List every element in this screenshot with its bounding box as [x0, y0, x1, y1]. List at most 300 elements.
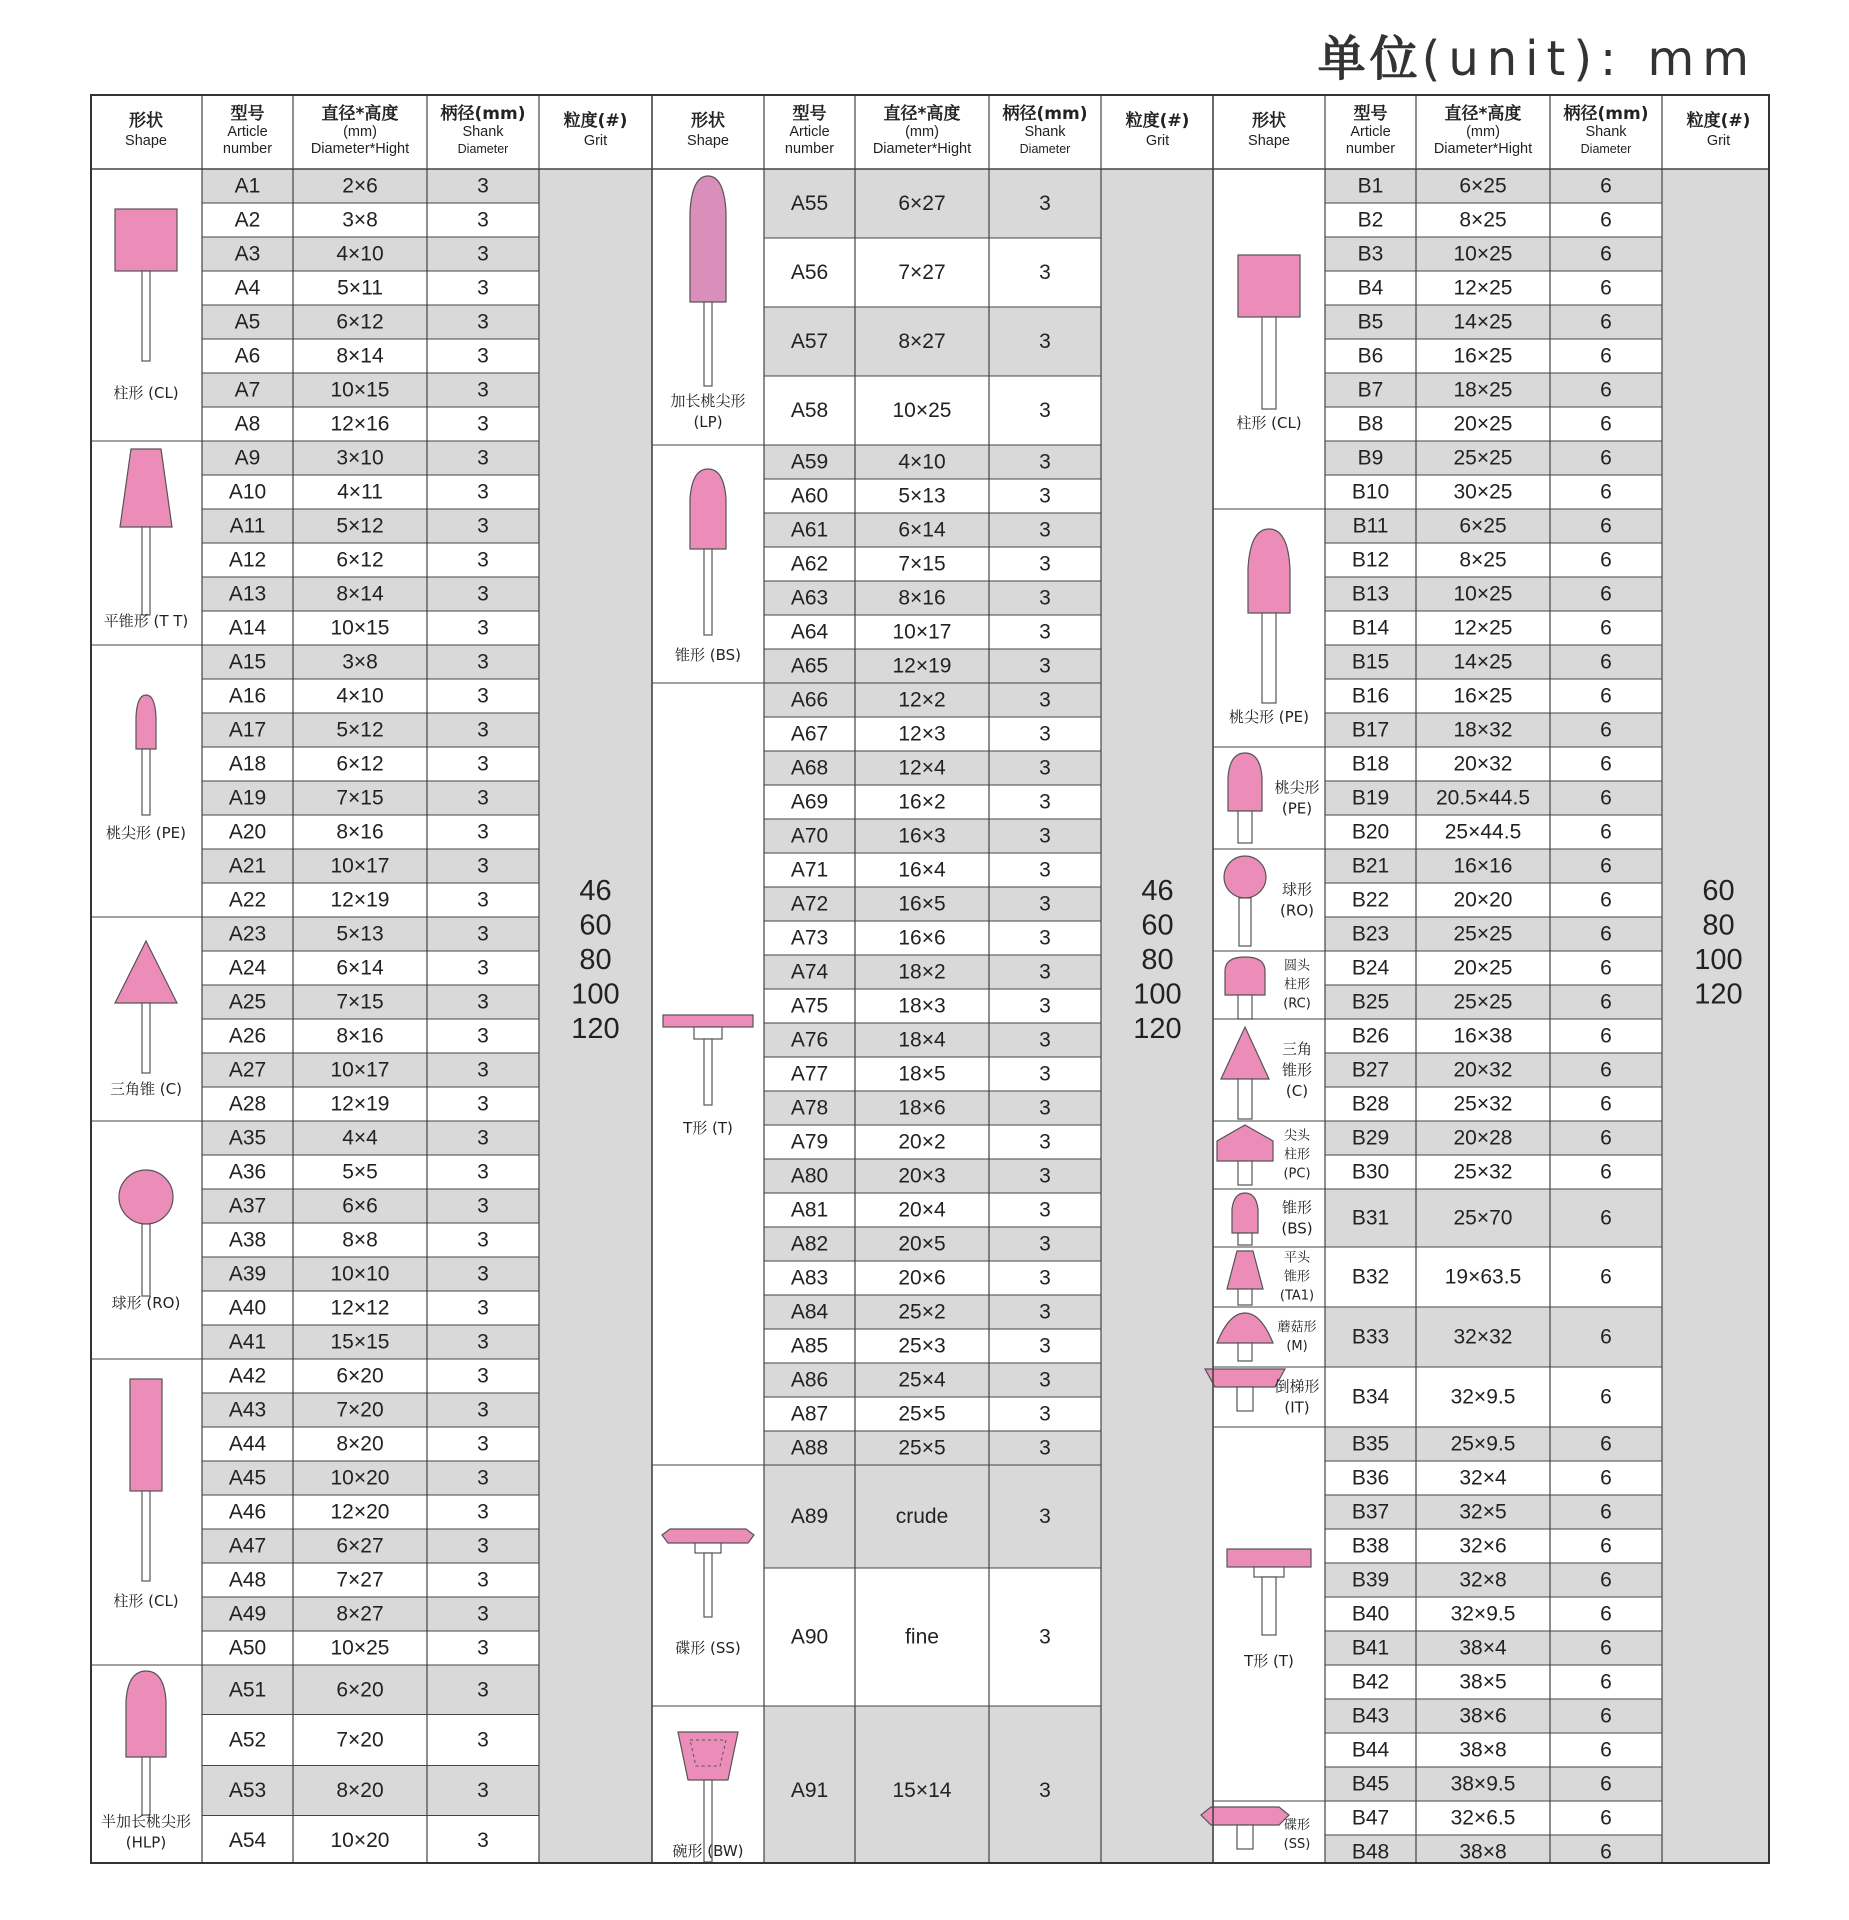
article-number: A28 [228, 1092, 267, 1116]
shape-label [1282, 1040, 1312, 1100]
diameter-height: 10×25 [892, 399, 952, 422]
shape-cell [1217, 1313, 1317, 1361]
article-number: A1 [234, 174, 261, 198]
article-number: B6 [1357, 344, 1384, 368]
shape-label [1283, 958, 1311, 1012]
article-number: A56 [790, 261, 829, 284]
shank-diameter: 6 [1600, 1024, 1612, 1048]
shape-peach-large-icon [1248, 529, 1290, 703]
table-row [202, 1325, 539, 1359]
diameter-height: 25×32 [1453, 1160, 1513, 1184]
diameter-height: crude [895, 1505, 949, 1528]
panel-3 [1201, 94, 1770, 1864]
table-row [202, 1053, 539, 1087]
article-number: A37 [228, 1194, 267, 1218]
shank-diameter: 3 [1039, 1300, 1051, 1324]
article-number: A51 [228, 1678, 267, 1702]
diameter-height: 8×20 [336, 1432, 384, 1456]
shape-cell [663, 1015, 753, 1137]
article-number: B3 [1357, 242, 1384, 266]
shape-cell [1227, 1250, 1314, 1306]
diameter-height: 12×20 [330, 1500, 390, 1524]
article-number: A76 [790, 1028, 829, 1052]
shank-diameter: 6 [1600, 1636, 1612, 1660]
diameter-height: 10×15 [330, 378, 390, 402]
diameter-height: 12×4 [898, 756, 946, 780]
article-number: A59 [790, 450, 829, 474]
table-row [1352, 1671, 1612, 1694]
shape-ball-icon [119, 1170, 173, 1296]
shank-diameter: 6 [1600, 820, 1612, 844]
table-row [764, 1227, 1101, 1261]
shape-label [1229, 708, 1309, 726]
shank-diameter: 3 [1039, 1028, 1051, 1052]
header-cn-2: 型号 [792, 104, 827, 124]
table-row [1325, 1495, 1662, 1529]
article-number: A81 [790, 1198, 829, 1222]
shape-cell [1225, 957, 1311, 1019]
shape-cell [1217, 1125, 1311, 1185]
diameter-height: 6×20 [336, 1364, 384, 1388]
shape-label-line: (IT) [1284, 1398, 1310, 1417]
shank-diameter: 6 [1600, 514, 1612, 538]
article-number: B29 [1351, 1126, 1390, 1150]
table-row [229, 1297, 489, 1320]
shank-diameter: 6 [1600, 1058, 1612, 1082]
header-en-1-1: Shape [1248, 133, 1290, 149]
diameter-height: 20×5 [898, 1232, 946, 1256]
article-number: A41 [228, 1330, 267, 1354]
article-number: A17 [228, 718, 267, 742]
shank-diameter: 3 [477, 1024, 489, 1048]
shape-label [1236, 414, 1301, 432]
diameter-height: 4×4 [342, 1126, 378, 1150]
diameter-height: 10×15 [330, 616, 390, 640]
shank-diameter: 3 [477, 786, 489, 810]
shank-diameter: 6 [1600, 990, 1612, 1014]
shape-cell [104, 449, 189, 630]
article-number: A53 [228, 1779, 267, 1802]
table-row [1325, 713, 1662, 747]
diameter-height: 38×4 [1459, 1636, 1507, 1660]
shape-label-line: (BS) [1281, 1219, 1313, 1238]
diameter-height: 5×12 [336, 718, 384, 742]
shank-diameter: 6 [1600, 1385, 1612, 1409]
table-row [202, 713, 539, 747]
table-row [1325, 373, 1662, 407]
shape-label-line: (SS) [1283, 1837, 1311, 1852]
shape-saucer-icon [662, 1529, 754, 1617]
table-row [202, 373, 539, 407]
header-en-4-2: Diameter [1019, 142, 1071, 156]
shape-cell [110, 941, 182, 1098]
header-cn-4: 柄径(mm) [440, 104, 526, 124]
unit-label-main: 单位 [1317, 31, 1422, 87]
spec-table [90, 94, 1770, 1864]
article-number: B28 [1351, 1092, 1390, 1116]
shape-cylinder-tall-icon [115, 209, 177, 361]
article-number: A72 [790, 892, 829, 916]
table-row [235, 277, 489, 300]
article-number: A77 [790, 1062, 829, 1086]
shape-s-flattaper-icon [1227, 1251, 1263, 1305]
table-row [202, 985, 539, 1019]
header-en-5-1: Grit [1706, 133, 1731, 149]
shape-label-line: (TA1) [1279, 1288, 1315, 1304]
diameter-height: 4×10 [336, 242, 384, 266]
grit-value: 80 [1141, 944, 1174, 976]
article-number: A69 [790, 790, 829, 814]
article-number: A11 [229, 514, 266, 538]
diameter-height: fine [905, 1625, 939, 1649]
shank-diameter: 3 [1039, 756, 1051, 780]
shape-label-line: (HLP) [125, 1833, 167, 1852]
diameter-height: 7×15 [336, 786, 384, 810]
table-row [229, 821, 489, 844]
article-number: A18 [228, 752, 267, 776]
table-row [1352, 957, 1612, 980]
shank-diameter: 3 [477, 1829, 489, 1852]
article-number: A89 [790, 1505, 829, 1528]
shape-s-invtrap-icon [1205, 1369, 1285, 1411]
shape-label-line: 碟形 (SS) [675, 1639, 741, 1657]
shape-cone-icon [115, 941, 177, 1073]
shape-label-line: (PC) [1283, 1166, 1311, 1182]
shape-cell [113, 1379, 178, 1610]
unit-label-rest: (unit): mm [1421, 31, 1757, 87]
diameter-height: 20×6 [898, 1266, 946, 1290]
shape-label-line: 锥形 [1281, 1061, 1313, 1079]
article-number: B35 [1351, 1432, 1390, 1456]
table-row [202, 1461, 539, 1495]
article-number: B38 [1351, 1534, 1390, 1558]
article-number: B16 [1351, 684, 1390, 708]
diameter-height: 19×63.5 [1444, 1265, 1522, 1289]
header-cn-5: 粒度(#) [563, 111, 628, 131]
article-number: A90 [790, 1625, 829, 1649]
shank-diameter: 6 [1600, 174, 1612, 198]
article-number: A43 [228, 1398, 267, 1422]
table-row [229, 1729, 489, 1752]
shank-diameter: 6 [1600, 446, 1612, 470]
table-row [1325, 1767, 1662, 1801]
table-row [764, 1091, 1101, 1125]
table-row [1358, 413, 1612, 436]
header-cn-5: 粒度(#) [1686, 111, 1751, 131]
article-number: B26 [1351, 1024, 1390, 1048]
diameter-height: 7×20 [336, 1728, 384, 1752]
diameter-height: 25×32 [1453, 1092, 1513, 1116]
table-row [764, 1431, 1101, 1465]
table-row [791, 791, 1051, 814]
shank-diameter: 6 [1600, 1432, 1612, 1456]
table-row [1352, 549, 1612, 572]
diameter-height: 20×32 [1453, 1058, 1513, 1082]
header-row [125, 103, 627, 157]
shank-diameter: 3 [1039, 1130, 1051, 1154]
table-row [229, 481, 489, 504]
article-number: A7 [234, 378, 261, 402]
shank-diameter: 6 [1600, 480, 1612, 504]
table-row [229, 1569, 489, 1592]
diameter-height: 10×25 [1453, 582, 1513, 606]
header-en-5-1: Grit [1145, 133, 1170, 149]
shank-diameter: 3 [477, 922, 489, 946]
diameter-height: 25×9.5 [1450, 1432, 1516, 1456]
shank-diameter: 3 [477, 1058, 489, 1082]
article-number: B33 [1351, 1325, 1390, 1349]
header-en-1-1: Shape [687, 133, 729, 149]
shank-diameter: 3 [477, 820, 489, 844]
shank-diameter: 3 [477, 752, 489, 776]
shape-s-bullet-icon [1232, 1193, 1258, 1245]
shape-label [675, 646, 741, 664]
table-row [202, 781, 539, 815]
shank-diameter: 6 [1600, 888, 1612, 912]
diameter-height: 8×8 [342, 1228, 378, 1252]
shank-diameter: 3 [477, 1728, 489, 1752]
article-number: A67 [790, 722, 829, 746]
article-number: A2 [234, 208, 261, 232]
shape-cell [1224, 856, 1314, 946]
diameter-height: 12×19 [330, 1092, 390, 1116]
shank-diameter: 6 [1600, 1160, 1612, 1184]
panel-1 [90, 94, 652, 1864]
shank-diameter: 3 [1039, 960, 1051, 984]
diameter-height: 20×25 [1453, 956, 1513, 980]
shank-diameter: 3 [1039, 1779, 1051, 1802]
table-row [791, 1335, 1051, 1358]
article-number: A73 [790, 926, 829, 950]
table-row [1325, 577, 1662, 611]
shank-diameter: 6 [1600, 684, 1612, 708]
shank-diameter: 3 [1039, 1368, 1051, 1392]
shank-diameter: 3 [1039, 858, 1051, 882]
table-row [229, 1501, 489, 1524]
table-row [1325, 509, 1662, 543]
article-number: B21 [1351, 854, 1390, 878]
article-number: A66 [790, 688, 829, 712]
diameter-height: 10×25 [1453, 242, 1513, 266]
article-number: A65 [790, 654, 829, 678]
shape-s-roundcyl-icon [1225, 957, 1265, 1019]
table-row [1325, 1307, 1662, 1367]
article-number: B19 [1351, 786, 1390, 810]
shank-diameter: 3 [477, 1194, 489, 1218]
diameter-height: 32×32 [1453, 1325, 1513, 1349]
table-row [764, 819, 1101, 853]
diameter-height: 4×10 [898, 450, 946, 474]
article-number: B22 [1351, 888, 1390, 912]
header-cn-3: 直径*高度 [883, 104, 961, 124]
diameter-height: 16×2 [898, 790, 946, 814]
table-row [1325, 985, 1662, 1019]
diameter-height: 3×10 [336, 446, 384, 470]
article-number: A25 [228, 990, 267, 1014]
table-row [764, 169, 1101, 238]
shank-diameter: 6 [1600, 276, 1612, 300]
article-number: A4 [234, 276, 261, 300]
shank-diameter: 3 [477, 1466, 489, 1490]
article-number: A6 [234, 344, 261, 368]
diameter-height: 8×25 [1459, 548, 1507, 572]
grit-value: 46 [579, 875, 612, 907]
shank-diameter: 6 [1600, 1265, 1612, 1289]
shank-diameter: 6 [1600, 582, 1612, 606]
article-number: A20 [228, 820, 267, 844]
diameter-height: 10×17 [330, 854, 390, 878]
shank-diameter: 6 [1600, 1568, 1612, 1592]
table-row [764, 1023, 1101, 1057]
header-en-2-2: number [1345, 141, 1396, 157]
article-number: B27 [1351, 1058, 1390, 1082]
shank-diameter: 3 [477, 582, 489, 606]
diameter-height: 5×12 [336, 514, 384, 538]
article-number: A27 [228, 1058, 267, 1082]
article-number: B14 [1351, 616, 1390, 640]
shank-diameter: 6 [1600, 922, 1612, 946]
shank-diameter: 6 [1600, 752, 1612, 776]
diameter-height: 6×12 [336, 752, 384, 776]
table-row [764, 307, 1101, 376]
article-number: B24 [1351, 956, 1390, 980]
diameter-height: 8×27 [898, 330, 946, 353]
article-number: A84 [790, 1300, 829, 1324]
shank-diameter: 6 [1600, 854, 1612, 878]
shape-label-line: (RC) [1283, 996, 1311, 1012]
shank-diameter: 3 [477, 1636, 489, 1660]
shape-cell [1205, 1369, 1320, 1417]
diameter-height: 32×9.5 [1450, 1602, 1516, 1626]
table-row [764, 887, 1101, 921]
article-number: B10 [1351, 480, 1390, 504]
article-number: B32 [1351, 1265, 1390, 1289]
article-number: B1 [1357, 174, 1384, 198]
table-row [229, 1161, 489, 1184]
shape-cell [662, 1529, 754, 1657]
shape-cell [101, 1671, 191, 1852]
shank-diameter: 3 [477, 1092, 489, 1116]
table-row [202, 1189, 539, 1223]
article-number: A36 [228, 1160, 267, 1184]
diameter-height: 6×25 [1459, 174, 1507, 198]
shank-diameter: 3 [1039, 1096, 1051, 1120]
article-number: A21 [228, 854, 267, 878]
diameter-height: 3×8 [342, 208, 378, 232]
diameter-height: 12×19 [892, 654, 952, 678]
header-en-4-1: Shank [462, 124, 504, 140]
article-number: A63 [790, 586, 829, 610]
diameter-height: 12×25 [1453, 616, 1513, 640]
table-row [791, 1626, 1051, 1649]
article-number: A22 [228, 888, 267, 912]
diameter-height: 15×14 [892, 1779, 952, 1802]
header-cn-2: 型号 [1353, 104, 1388, 124]
table-row [791, 1403, 1051, 1426]
article-number: B31 [1351, 1206, 1390, 1230]
shank-diameter: 3 [477, 990, 489, 1014]
article-number: A12 [228, 548, 267, 572]
shape-s-cone-icon [1221, 1027, 1269, 1119]
header-en-2-1: Article [789, 124, 830, 140]
shape-cell [1232, 1193, 1313, 1245]
grit-value: 46 [1141, 875, 1174, 907]
diameter-height: 18×5 [898, 1062, 946, 1086]
header-cn-3: 直径*高度 [321, 104, 399, 124]
diameter-height: 18×25 [1453, 378, 1513, 402]
shank-diameter: 3 [1039, 192, 1051, 215]
diameter-height: 38×8 [1459, 1840, 1507, 1864]
shape-label-line: 碟形 [1283, 1818, 1311, 1833]
header-en-3-2: Diameter*Hight [1433, 141, 1533, 157]
shape-label-line: 柱形 (CL) [113, 384, 179, 402]
header-en-3-2: Diameter*Hight [310, 141, 410, 157]
shank-diameter: 3 [477, 514, 489, 538]
diameter-height: 10×17 [892, 620, 952, 644]
table-row [791, 399, 1051, 422]
article-number: A52 [228, 1728, 267, 1752]
table-row [229, 889, 489, 912]
table-row [1352, 617, 1612, 640]
shape-label-line: (M) [1286, 1339, 1308, 1354]
table-row [791, 995, 1051, 1018]
shank-diameter: 3 [477, 480, 489, 504]
table-row [229, 1025, 489, 1048]
article-number: A35 [228, 1126, 267, 1150]
diameter-height: 7×15 [898, 552, 946, 576]
article-number: A83 [790, 1266, 829, 1290]
article-number: B18 [1351, 752, 1390, 776]
article-number: A42 [228, 1364, 267, 1388]
shape-label-line: 倒梯形 [1274, 1377, 1320, 1396]
shank-diameter: 6 [1600, 956, 1612, 980]
article-number: B45 [1351, 1772, 1390, 1796]
article-number: A68 [790, 756, 829, 780]
diameter-height: 6×6 [342, 1194, 378, 1218]
table-row [202, 1257, 539, 1291]
diameter-height: 5×13 [336, 922, 384, 946]
shank-diameter: 3 [477, 1228, 489, 1252]
article-number: A8 [234, 412, 261, 436]
shape-label-line: 球形 (RO) [111, 1294, 181, 1312]
shank-diameter: 3 [477, 684, 489, 708]
table-row [1352, 821, 1612, 844]
table-row [202, 169, 539, 203]
table-row [1325, 1699, 1662, 1733]
table-row [229, 1829, 489, 1852]
diameter-height: 10×20 [330, 1829, 390, 1852]
shank-diameter: 3 [1039, 892, 1051, 916]
article-number: A39 [228, 1262, 267, 1286]
shape-cell [672, 1732, 743, 1862]
table-row [229, 1433, 489, 1456]
diameter-height: 16×3 [898, 824, 946, 848]
article-number: A62 [790, 552, 829, 576]
table-row [764, 1295, 1101, 1329]
header-cn-1: 形状 [691, 111, 725, 131]
article-number: A64 [790, 620, 829, 644]
diameter-height: 20×3 [898, 1164, 946, 1188]
diameter-height: 38×8 [1459, 1738, 1507, 1762]
table-row [764, 1465, 1101, 1568]
grit-value: 120 [1694, 978, 1743, 1011]
diameter-height: 10×20 [330, 1466, 390, 1490]
shape-label-line: 三角锥 (C) [110, 1080, 182, 1098]
table-row [202, 1665, 539, 1715]
shape-label-line: (C) [1285, 1082, 1309, 1100]
article-number: B30 [1351, 1160, 1390, 1184]
shank-diameter: 6 [1600, 1840, 1612, 1864]
